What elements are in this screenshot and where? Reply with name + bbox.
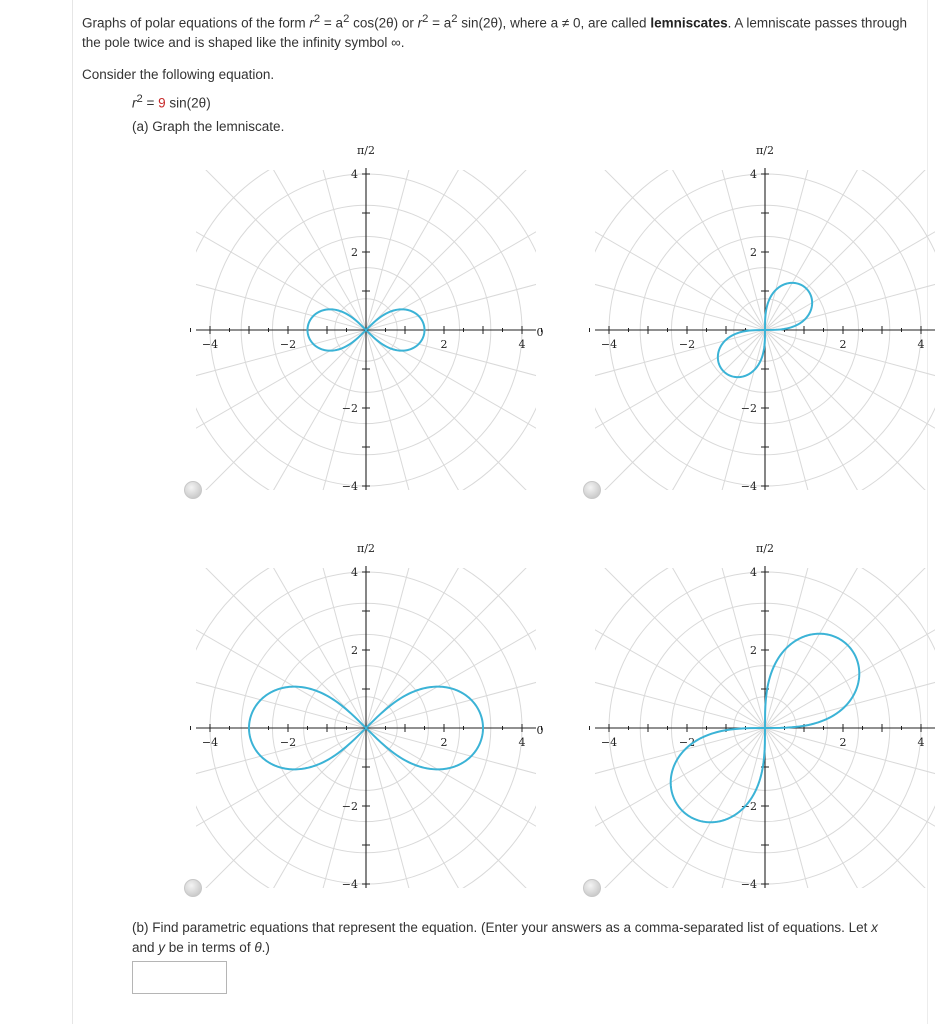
x-label-2: 2 <box>440 736 448 749</box>
radio-option-d[interactable] <box>583 879 601 897</box>
left-border <box>72 0 73 1024</box>
y-label-4: 4 <box>351 566 358 579</box>
x-label-neg4: −4 <box>600 338 618 351</box>
x-label-neg2: −2 <box>678 338 696 351</box>
x-label-neg4: −4 <box>600 736 618 749</box>
x-label-neg2: −2 <box>678 736 696 749</box>
graph-option-d <box>579 538 938 898</box>
label-pi-over-2: π/2 <box>357 144 375 157</box>
x-label-2: 2 <box>440 338 448 351</box>
x-label-4: 4 <box>518 338 526 351</box>
x-label-4: 4 <box>917 736 925 749</box>
polar-graph-a <box>180 140 550 500</box>
y-label-neg2: −2 <box>341 402 358 415</box>
y-label-4: 4 <box>351 168 358 181</box>
graph-option-b <box>579 140 938 500</box>
label-pi-over-2: π/2 <box>756 542 774 555</box>
radio-option-a[interactable] <box>184 481 202 499</box>
lemniscates-term: lemniscates <box>650 15 728 31</box>
intro-paragraph: Graphs of polar equations of the form $r^2 = a^2$ cos(2θ) or $r^2 = a^2$ sin(2θ), where a ≠ 0, are called lemniscates. A lemniscate passes through the pole twice and is shaped like the infinity symbol ∞. <box>82 13 907 50</box>
x-label-neg4: −4 <box>201 338 219 351</box>
y-label-2: 2 <box>351 246 358 259</box>
graph-option-c <box>180 538 550 898</box>
y-label-neg4: −4 <box>740 480 757 493</box>
y-label-2: 2 <box>351 644 358 657</box>
equation: $r^2 = 9$ sin(2θ) <box>132 93 211 111</box>
radio-option-b[interactable] <box>583 481 601 499</box>
polar-graph-b <box>579 140 938 500</box>
x-label-4: 4 <box>518 736 526 749</box>
y-label-4: 4 <box>750 168 757 181</box>
label-pi-over-2: π/2 <box>756 144 774 157</box>
label-zero: 0 <box>536 724 544 737</box>
x-label-2: 2 <box>839 736 847 749</box>
graph-option-a <box>180 140 550 500</box>
y-label-neg4: −4 <box>740 878 757 891</box>
y-label-neg4: −4 <box>341 480 358 493</box>
consider-text: Consider the following equation. <box>82 67 275 82</box>
answer-input[interactable] <box>132 961 227 994</box>
x-label-2: 2 <box>839 338 847 351</box>
y-label-neg2: −2 <box>740 402 757 415</box>
y-label-4: 4 <box>750 566 757 579</box>
label-zero: 0 <box>536 326 544 339</box>
polar-graph-d <box>579 538 938 898</box>
polar-graph-c <box>180 538 550 898</box>
y-label-2: 2 <box>750 644 757 657</box>
part-a-prompt: (a) Graph the lemniscate. <box>132 119 285 134</box>
x-label-neg4: −4 <box>201 736 219 749</box>
y-label-neg2: −2 <box>740 800 757 813</box>
radio-option-c[interactable] <box>184 879 202 897</box>
label-pi-over-2: π/2 <box>357 542 375 555</box>
x-label-neg2: −2 <box>279 338 297 351</box>
y-label-2: 2 <box>750 246 757 259</box>
x-label-neg2: −2 <box>279 736 297 749</box>
x-label-4: 4 <box>917 338 925 351</box>
part-b-prompt: (b) Find parametric equations that represent the equation. (Enter your answers as a comma-separated list of equations. Let x and y be in terms of θ.) <box>132 920 878 955</box>
y-label-neg4: −4 <box>341 878 358 891</box>
y-label-neg2: −2 <box>341 800 358 813</box>
